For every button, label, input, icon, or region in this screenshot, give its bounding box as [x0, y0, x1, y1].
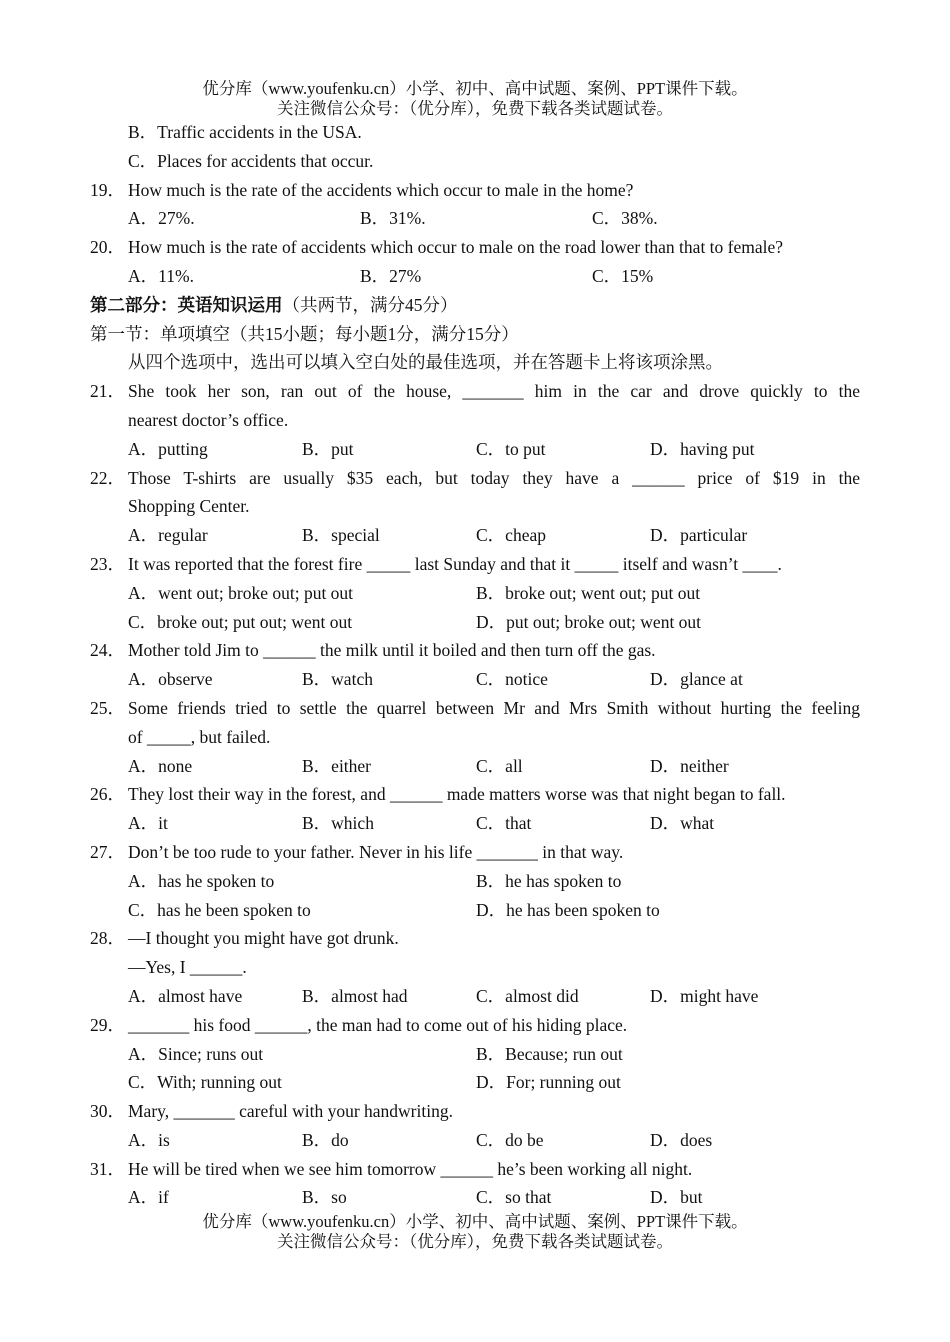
option-a: A．Since; runs out — [128, 1043, 264, 1064]
section-1-instruction: 从四个选项中，选出可以填入空白处的最佳选项，并在答题卡上将该项涂黑。 — [128, 352, 723, 373]
option-b: B．almost had — [302, 985, 408, 1006]
option-a: A．putting — [128, 438, 208, 459]
option-c: C．notice — [476, 669, 548, 690]
page-header — [0, 79, 950, 119]
part-2-title-rest: （共两节，满分45分） — [282, 294, 458, 315]
question-number: 25． — [90, 697, 125, 718]
option-b: B．either — [302, 755, 372, 776]
option-d: D．what — [650, 813, 715, 834]
question-20 — [90, 233, 860, 262]
question-number: 24． — [90, 640, 125, 661]
option-c: C．38%. — [592, 208, 658, 229]
question-number: 26． — [90, 784, 125, 805]
option-b: B．do — [302, 1129, 349, 1150]
question-28-reply: —Yes, I ______. — [128, 957, 247, 978]
option-c: C．almost did — [476, 985, 579, 1006]
question-27 — [90, 838, 860, 867]
option-a: A．none — [128, 755, 193, 776]
question-26 — [90, 780, 860, 809]
question-text: —I thought you might have got drunk. — [128, 928, 399, 949]
option-b: B．put — [302, 438, 354, 459]
question-number: 19． — [90, 179, 125, 200]
option-c: C．15% — [592, 265, 654, 286]
option-b: B．Because; run out — [476, 1043, 623, 1064]
header-line-2: 关注微信公众号：（优分库），免费下载各类试题试卷。 — [277, 99, 673, 118]
question-25-continued: of _____, but failed. — [128, 726, 271, 747]
question-27-options-row-1 — [90, 867, 860, 896]
option-a: A．if — [128, 1187, 169, 1208]
question-text: Some friends tried to settle the quarrel between Mr and Mrs Smith without hurting the feeling — [128, 697, 860, 718]
section-1-title: 第一节：单项填空（共15小题；每小题1分，满分15分） — [90, 323, 519, 344]
question-23-options-row-2 — [90, 608, 860, 637]
part-2-title-bold: 第二部分：英语知识运用 — [90, 294, 283, 315]
question-29-options-row-1 — [90, 1040, 860, 1069]
question-text: Don’t be too rude to your father. Never in his life _______ in that way. — [128, 841, 624, 862]
question-text: They lost their way in the forest, and ______ made matters worse was that night began to fall. — [128, 784, 786, 805]
question-text: _______ his food ______, the man had to come out of his hiding place. — [128, 1014, 628, 1035]
question-31-options — [90, 1183, 860, 1212]
question-28-options — [90, 982, 860, 1011]
question-number: 27． — [90, 841, 125, 862]
exam-content — [90, 118, 860, 1212]
option-d: D．neither — [650, 755, 729, 776]
option-c: C．all — [476, 755, 523, 776]
part-2-title — [90, 291, 860, 320]
question-22-options — [90, 521, 860, 550]
question-23-options-row-1 — [90, 579, 860, 608]
question-27-options-row-2 — [90, 896, 860, 925]
option-c: C．broke out; put out; went out — [128, 611, 353, 632]
option-c: C．to put — [476, 438, 546, 459]
question-29 — [90, 1011, 860, 1040]
option-d: D．particular — [650, 525, 748, 546]
q18-option-b: B．Traffic accidents in the USA. — [128, 122, 362, 142]
question-30-options — [90, 1126, 860, 1155]
question-number: 30． — [90, 1101, 125, 1122]
question-21 — [90, 377, 860, 406]
option-a: A．it — [128, 813, 168, 834]
option-c: C．that — [476, 813, 532, 834]
question-text: It was reported that the forest fire _____ last Sunday and that it _____ itself and wasn’t ____. — [128, 553, 782, 574]
option-b: B．31%. — [360, 208, 426, 229]
option-c: C．do be — [476, 1129, 544, 1150]
question-23 — [90, 550, 860, 579]
header-line-1: 优分库（www.youfenku.cn）小学、初中、高中试题、案例、PPT课件下载。 — [202, 79, 748, 98]
question-number: 22． — [90, 467, 125, 488]
question-number: 23． — [90, 553, 125, 574]
footer-line-1: 优分库（www.youfenku.cn）小学、初中、高中试题、案例、PPT课件下载。 — [202, 1212, 748, 1231]
option-c: C．cheap — [476, 525, 546, 546]
question-text: How much is the rate of accidents which occur to male on the road lower than that to female? — [128, 237, 784, 258]
question-21-continued: nearest doctor’s office. — [128, 409, 289, 430]
question-24 — [90, 636, 860, 665]
question-text: Mary, _______ careful with your handwriting. — [128, 1101, 453, 1122]
option-a: A．went out; broke out; put out — [128, 582, 354, 603]
option-b: B．27% — [360, 265, 422, 286]
option-d: D．glance at — [650, 669, 743, 690]
question-text: He will be tired when we see him tomorrow ______ he’s been working all night. — [128, 1158, 693, 1179]
question-20-options — [90, 262, 860, 291]
question-31 — [90, 1155, 860, 1184]
question-number: 28． — [90, 928, 125, 949]
page-footer — [0, 1212, 950, 1252]
footer-line-2: 关注微信公众号：（优分库），免费下载各类试题试卷。 — [277, 1232, 673, 1251]
question-28 — [90, 924, 860, 953]
option-a: A．observe — [128, 669, 213, 690]
option-a: A．regular — [128, 525, 208, 546]
option-b: B．he has spoken to — [476, 870, 622, 891]
question-22 — [90, 464, 860, 493]
question-number: 20． — [90, 237, 125, 258]
q18-option-c: C．Places for accidents that occur. — [128, 150, 374, 171]
question-22-continued: Shopping Center. — [128, 496, 250, 517]
option-d: D．he has been spoken to — [476, 899, 660, 920]
question-21-options — [90, 435, 860, 464]
option-b: B．special — [302, 525, 380, 546]
option-c: C．With; running out — [128, 1072, 282, 1093]
option-d: D．does — [650, 1129, 713, 1150]
option-d: D．having put — [650, 438, 755, 459]
question-text: Those T-shirts are usually $35 each, but today they have a ______ price of $19 in the — [128, 467, 860, 488]
option-d: D．For; running out — [476, 1072, 621, 1093]
option-b: B．so — [302, 1187, 347, 1208]
option-c: C．so that — [476, 1187, 552, 1208]
question-number: 21． — [90, 381, 125, 402]
option-c: C．has he been spoken to — [128, 899, 311, 920]
option-a: A．almost have — [128, 985, 243, 1006]
option-d: D．but — [650, 1187, 703, 1208]
option-d: D．put out; broke out; went out — [476, 611, 702, 632]
option-a: A．has he spoken to — [128, 870, 275, 891]
question-19-options — [90, 204, 860, 233]
question-25 — [90, 694, 860, 723]
option-a: A．27%. — [128, 208, 195, 229]
question-text: She took her son, ran out of the house, _______ him in the car and drove quickly to the — [128, 381, 860, 402]
question-29-options-row-2 — [90, 1068, 860, 1097]
question-24-options — [90, 665, 860, 694]
question-text: Mother told Jim to ______ the milk until it boiled and then turn off the gas. — [128, 640, 656, 661]
option-d: D．might have — [650, 985, 759, 1006]
question-text: How much is the rate of the accidents which occur to male in the home? — [128, 179, 634, 200]
option-b: B．which — [302, 813, 374, 834]
question-19 — [90, 176, 860, 205]
question-26-options — [90, 809, 860, 838]
question-30 — [90, 1097, 860, 1126]
question-number: 31． — [90, 1158, 125, 1179]
option-a: A．is — [128, 1129, 170, 1150]
option-b: B．watch — [302, 669, 373, 690]
question-25-options — [90, 752, 860, 781]
question-number: 29． — [90, 1014, 125, 1035]
option-a: A．11%. — [128, 265, 194, 286]
option-b: B．broke out; went out; put out — [476, 582, 701, 603]
